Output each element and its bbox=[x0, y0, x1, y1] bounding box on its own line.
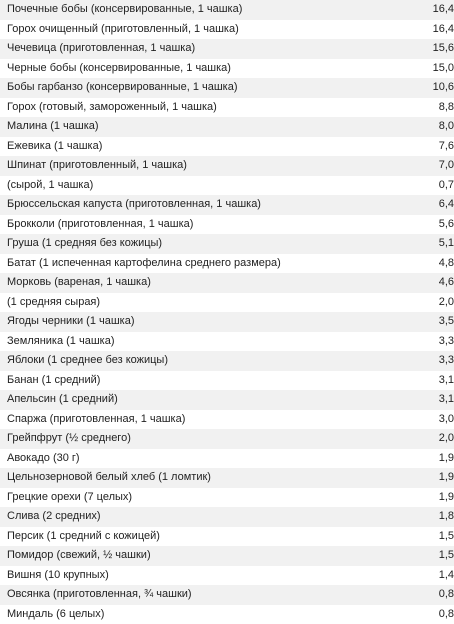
food-name-cell: Овсянка (приготовленная, ¾ чашки) bbox=[0, 585, 387, 605]
table-row bbox=[0, 390, 454, 410]
food-name-cell: Миндаль (6 целых) bbox=[0, 605, 387, 624]
food-name-cell: (1 средняя сырая) bbox=[0, 293, 387, 313]
table-row bbox=[0, 312, 454, 332]
food-name-cell: Брюссельская капуста (приготовленная, 1 чашка) bbox=[0, 195, 387, 215]
table-row bbox=[0, 0, 454, 20]
food-name-cell: Батат (1 испеченная картофелина среднего размера) bbox=[0, 254, 387, 274]
table-row bbox=[0, 546, 454, 566]
table-row bbox=[0, 195, 454, 215]
fiber-value-cell: 3,3 bbox=[387, 351, 454, 371]
fiber-value-cell: 1,9 bbox=[387, 468, 454, 488]
food-name-cell: Морковь (вареная, 1 чашка) bbox=[0, 273, 387, 293]
fiber-value-cell: 10,6 bbox=[387, 78, 454, 98]
table-row bbox=[0, 566, 454, 586]
fiber-value-cell: 3,5 bbox=[387, 312, 454, 332]
fiber-value-cell: 16,4 bbox=[387, 20, 454, 40]
food-name-cell: (сырой, 1 чашка) bbox=[0, 176, 387, 196]
table-row bbox=[0, 371, 454, 391]
food-name-cell: Чечевица (приготовленная, 1 чашка) bbox=[0, 39, 387, 59]
table-row bbox=[0, 605, 454, 624]
table-row bbox=[0, 137, 454, 157]
food-name-cell: Ежевика (1 чашка) bbox=[0, 137, 387, 157]
fiber-value-cell: 4,6 bbox=[387, 273, 454, 293]
fiber-value-cell: 1,8 bbox=[387, 507, 454, 527]
table-row bbox=[0, 20, 454, 40]
table-row bbox=[0, 488, 454, 508]
fiber-value-cell: 7,6 bbox=[387, 137, 454, 157]
fiber-value-cell: 0,8 bbox=[387, 605, 454, 624]
fiber-value-cell: 1,4 bbox=[387, 566, 454, 586]
food-name-cell: Горох (готовый, замороженный, 1 чашка) bbox=[0, 98, 387, 118]
fiber-value-cell: 2,0 bbox=[387, 429, 454, 449]
food-name-cell: Черные бобы (консервированные, 1 чашка) bbox=[0, 59, 387, 79]
table-row bbox=[0, 156, 454, 176]
table-row bbox=[0, 273, 454, 293]
table-row bbox=[0, 78, 454, 98]
table-row bbox=[0, 507, 454, 527]
food-name-cell: Спаржа (приготовленная, 1 чашка) bbox=[0, 410, 387, 430]
food-name-cell: Помидор (свежий, ½ чашки) bbox=[0, 546, 387, 566]
food-name-cell: Почечные бобы (консервированные, 1 чашка) bbox=[0, 0, 387, 20]
table-row bbox=[0, 39, 454, 59]
fiber-value-cell: 3,3 bbox=[387, 332, 454, 352]
food-name-cell: Шпинат (приготовленный, 1 чашка) bbox=[0, 156, 387, 176]
table-row bbox=[0, 234, 454, 254]
food-name-cell: Малина (1 чашка) bbox=[0, 117, 387, 137]
table-row bbox=[0, 332, 454, 352]
food-name-cell: Грецкие орехи (7 целых) bbox=[0, 488, 387, 508]
fiber-value-cell: 3,1 bbox=[387, 390, 454, 410]
food-name-cell: Апельсин (1 средний) bbox=[0, 390, 387, 410]
fiber-value-cell: 5,1 bbox=[387, 234, 454, 254]
fiber-value-cell: 1,9 bbox=[387, 488, 454, 508]
fiber-value-cell: 5,6 bbox=[387, 215, 454, 235]
food-name-cell: Грейпфрут (½ среднего) bbox=[0, 429, 387, 449]
table-row bbox=[0, 585, 454, 605]
fiber-value-cell: 3,0 bbox=[387, 410, 454, 430]
table-row bbox=[0, 59, 454, 79]
fiber-value-cell: 15,6 bbox=[387, 39, 454, 59]
food-name-cell: Груша (1 средняя без кожицы) bbox=[0, 234, 387, 254]
food-name-cell: Земляника (1 чашка) bbox=[0, 332, 387, 352]
table-row bbox=[0, 254, 454, 274]
table-row bbox=[0, 293, 454, 313]
fiber-value-cell: 4,8 bbox=[387, 254, 454, 274]
fiber-value-cell: 0,7 bbox=[387, 176, 454, 196]
fiber-value-cell: 8,0 bbox=[387, 117, 454, 137]
table-row bbox=[0, 176, 454, 196]
food-name-cell: Персик (1 средний с кожицей) bbox=[0, 527, 387, 547]
food-name-cell: Вишня (10 крупных) bbox=[0, 566, 387, 586]
fiber-value-cell: 1,5 bbox=[387, 527, 454, 547]
food-name-cell: Бобы гарбанзо (консервированные, 1 чашка) bbox=[0, 78, 387, 98]
table-row bbox=[0, 449, 454, 469]
food-name-cell: Банан (1 средний) bbox=[0, 371, 387, 391]
food-name-cell: Слива (2 средних) bbox=[0, 507, 387, 527]
fiber-value-cell: 0,8 bbox=[387, 585, 454, 605]
food-name-cell: Брокколи (приготовленная, 1 чашка) bbox=[0, 215, 387, 235]
table-row bbox=[0, 429, 454, 449]
food-name-cell: Ягоды черники (1 чашка) bbox=[0, 312, 387, 332]
table-row bbox=[0, 117, 454, 137]
table-row bbox=[0, 351, 454, 371]
food-name-cell: Яблоки (1 среднее без кожицы) bbox=[0, 351, 387, 371]
fiber-value-cell: 7,0 bbox=[387, 156, 454, 176]
table-row bbox=[0, 468, 454, 488]
fiber-value-cell: 1,9 bbox=[387, 449, 454, 469]
food-name-cell: Цельнозерновой белый хлеб (1 ломтик) bbox=[0, 468, 387, 488]
fiber-value-cell: 15,0 bbox=[387, 59, 454, 79]
food-name-cell: Горох очищенный (приготовленный, 1 чашка) bbox=[0, 20, 387, 40]
fiber-value-cell: 6,4 bbox=[387, 195, 454, 215]
fiber-value-cell: 16,4 bbox=[387, 0, 454, 20]
table-row bbox=[0, 98, 454, 118]
table-row bbox=[0, 215, 454, 235]
fiber-value-cell: 1,5 bbox=[387, 546, 454, 566]
fiber-value-cell: 3,1 bbox=[387, 371, 454, 391]
food-name-cell: Авокадо (30 г) bbox=[0, 449, 387, 469]
table-row bbox=[0, 527, 454, 547]
table-row bbox=[0, 410, 454, 430]
fiber-value-cell: 2,0 bbox=[387, 293, 454, 313]
fiber-value-cell: 8,8 bbox=[387, 98, 454, 118]
